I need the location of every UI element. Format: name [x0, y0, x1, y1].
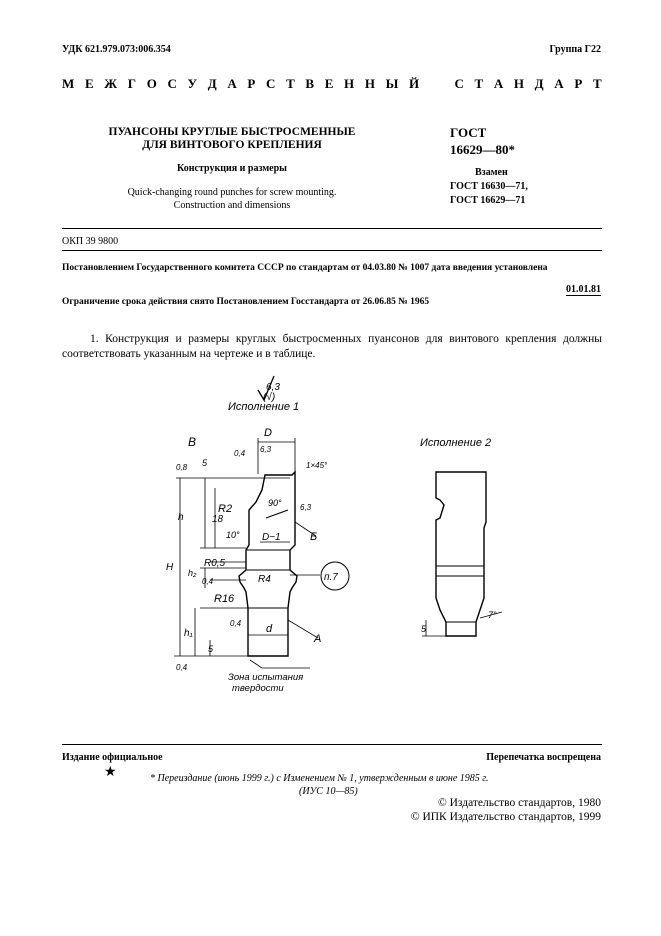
label-d: D [264, 427, 272, 439]
label-zone-1: Зона испытания [228, 672, 304, 683]
gost-number [450, 124, 515, 158]
label-r08: 0,8 [176, 463, 188, 472]
label-zone-2: твердости [232, 683, 284, 694]
limit-text: Ограничение срока действия снято Постановлением Госстандарта от 26.06.85 № 1965 [62, 297, 430, 307]
effective-date-value: 01.01.81 [566, 284, 601, 295]
letter: М [62, 76, 75, 91]
label-r16: R16 [214, 593, 235, 605]
roughness-paren: (√) [263, 392, 276, 403]
okp-code: ОКП 39 9800 [62, 236, 119, 247]
group-code: Группа Г22 [549, 44, 601, 55]
ius-note: (ИУС 10—85) [299, 786, 358, 797]
gost-line-2: 16629—80* [450, 142, 515, 157]
label-90deg: 90° [268, 498, 282, 508]
udk-code: УДК 621.979.073:006.354 [62, 44, 171, 55]
english-title [62, 186, 402, 212]
label-chamfer: 1×45° [306, 461, 328, 470]
label-r04-top: 0,4 [234, 449, 246, 458]
title-line-2: ДЛЯ ВИНТОВОГО КРЕПЛЕНИЯ [142, 139, 322, 151]
label-d-minus-1: D−1 [262, 532, 281, 543]
reissue-note: * Переиздание (июнь 1999 г.) с Изменением № 1, утвержденным в июне 1985 г. [150, 773, 489, 784]
replaces-label: Взамен [475, 167, 508, 178]
divider-footer [62, 744, 602, 745]
copyright-1999: © ИПК Издательство стандартов, 1999 [410, 811, 601, 823]
english-line-2: Construction and dimensions [173, 200, 291, 211]
label-r04-mid: 0,4 [202, 577, 214, 586]
label-h2: h₂ [188, 568, 197, 578]
document-title [62, 126, 402, 152]
star-icon: ★ [104, 765, 117, 780]
reprint-label: Перепечатка воспрещена [486, 752, 601, 763]
label-a: А [314, 633, 322, 645]
label-5-top: 5 [202, 458, 208, 468]
label-cap-h: H [166, 562, 174, 573]
standard-banner: М Е Ж Г О С У Д А Р С Т В Е Н Н Ы Й С Т А Н Д А Р Т [62, 76, 602, 91]
decree-text: Постановлением Государственного комитета СССР по стандартам от 04.03.80 № 1007 дата введения установлена [62, 263, 548, 273]
label-h: h [178, 512, 184, 523]
copyright-1980: © Издательство стандартов, 1980 [437, 797, 601, 809]
title-line-1: ПУАНСОНЫ КРУГЛЫЕ БЫСТРОСМЕННЫЕ [108, 126, 356, 138]
replaces-item-2: ГОСТ 16629—71 [450, 195, 526, 206]
label-r4: R4 [258, 574, 271, 585]
label-r63-top: 6,3 [260, 445, 272, 454]
replaces-block [450, 166, 528, 208]
punch-drawing [150, 370, 520, 700]
replaces-item-1: ГОСТ 16630—71, [450, 181, 528, 192]
edition-label: Издание официальное [62, 752, 163, 763]
label-d-small: d [266, 623, 273, 635]
body-paragraph: 1. Конструкция и размеры круглых быстросменных пуансонов для винтового крепления должны соответствовать указанным на чертеже и в таблице. [62, 333, 602, 360]
label-5-bottom: 5 [208, 644, 214, 654]
label-p7: п.7 [324, 572, 338, 583]
label-b: В [188, 435, 197, 449]
label-7deg: 7° [488, 610, 497, 620]
english-line-1: Quick-changing round punches for screw mounting. [127, 187, 337, 198]
divider-okp [62, 250, 602, 251]
label-r04-bottom: 0,4 [176, 663, 188, 672]
gost-line-1: ГОСТ [450, 125, 487, 140]
label-10deg: 10° [226, 530, 240, 540]
variant-2-label: Исполнение 2 [420, 437, 492, 449]
divider-top [62, 228, 602, 229]
label-r04-low: 0,4 [230, 619, 242, 628]
label-b-cyr: Б [310, 531, 318, 543]
label-18: 18 [212, 514, 224, 525]
label-h1: h₁ [184, 628, 193, 639]
document-subtitle: Конструкция и размеры [177, 163, 287, 174]
label-r05: R0,5 [204, 558, 226, 569]
label-5-v2: 5 [421, 624, 427, 634]
variant-1-label: Исполнение 1 [228, 401, 300, 413]
roughness-value: 6,3 [266, 382, 280, 393]
label-r63-side: 6,3 [300, 503, 312, 512]
effective-date [566, 284, 601, 295]
label-r2: R2 [218, 503, 233, 515]
